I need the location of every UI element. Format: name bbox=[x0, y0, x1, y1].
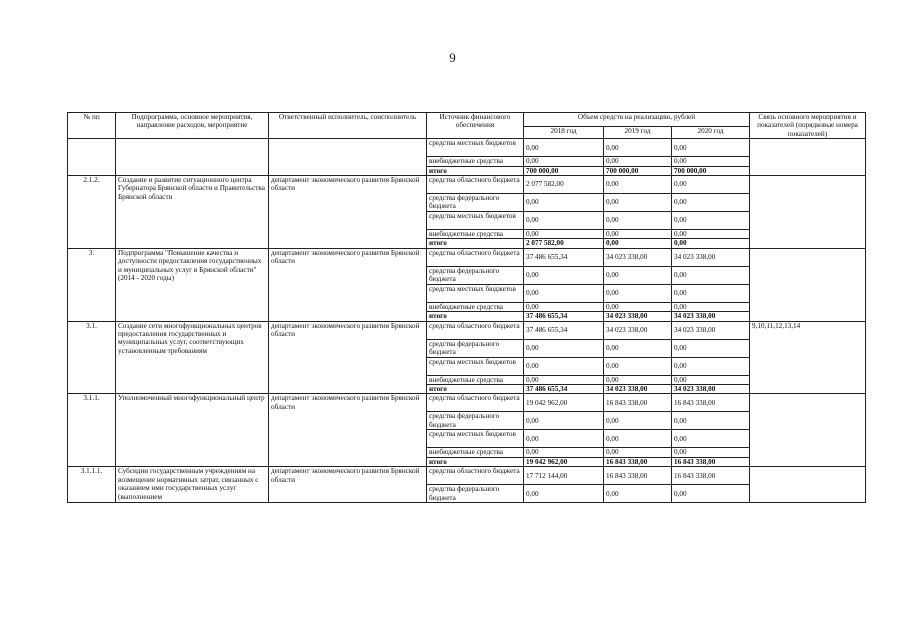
table-row bbox=[68, 139, 866, 157]
row-indicator-link bbox=[750, 394, 866, 467]
row-value-2018: 0,00 bbox=[524, 212, 604, 230]
row-value-2019: 0,00 bbox=[604, 139, 672, 157]
row-value-2020: 0,00 bbox=[672, 176, 750, 194]
row-value-2019: 0,00 bbox=[604, 302, 672, 311]
row-source: внебюджетные средства bbox=[427, 157, 524, 166]
header-volume: Объем средств на реализацию, рублей bbox=[524, 113, 750, 127]
row-source: внебюджетные средства bbox=[427, 230, 524, 239]
row-value-2020: 0,00 bbox=[672, 239, 750, 248]
row-value-2018: 700 000,00 bbox=[524, 166, 604, 175]
row-source: средства федерального бюджета bbox=[427, 412, 524, 430]
row-value-2020: 0,00 bbox=[672, 157, 750, 166]
row-value-2019: 0,00 bbox=[604, 412, 672, 430]
row-number: 3.1.1.1. bbox=[68, 467, 116, 503]
row-value-2018: 37 486 655,34 bbox=[524, 312, 604, 321]
row-value-2018: 0,00 bbox=[524, 448, 604, 457]
row-indicator-link bbox=[750, 139, 866, 176]
row-value-2018: 0,00 bbox=[524, 375, 604, 384]
row-value-2019: 34 023 338,00 bbox=[604, 248, 672, 266]
row-source: внебюджетные средства bbox=[427, 302, 524, 311]
row-source: средства областного бюджета bbox=[427, 321, 524, 339]
table-row bbox=[68, 321, 866, 339]
row-value-2020: 16 843 338,00 bbox=[672, 457, 750, 466]
row-source: внебюджетные средства bbox=[427, 448, 524, 457]
row-source: средства областного бюджета bbox=[427, 394, 524, 412]
row-value-2019: 700 000,00 bbox=[604, 166, 672, 175]
row-value-2020: 34 023 338,00 bbox=[672, 385, 750, 394]
row-name: Субсидии государственным учреждениям на возмещение нормативных затрат, связанных с оказанием ими государственных услуг (выполнением bbox=[116, 467, 269, 503]
row-value-2020: 0,00 bbox=[672, 194, 750, 212]
header-year-2020: 2020 год bbox=[672, 127, 750, 139]
table-row bbox=[68, 176, 866, 194]
row-value-2020: 0,00 bbox=[672, 375, 750, 384]
row-value-2018: 37 486 655,34 bbox=[524, 248, 604, 266]
row-value-2018: 0,00 bbox=[524, 302, 604, 311]
row-name: Создание и развитие ситуационного центра Губернатора Брянской области и Правительства Брянской области bbox=[116, 176, 269, 249]
row-value-2018: 0,00 bbox=[524, 284, 604, 302]
row-number: 2.1.2. bbox=[68, 176, 116, 249]
page-number: 9 bbox=[449, 50, 456, 65]
row-value-2019: 0,00 bbox=[604, 266, 672, 284]
row-value-2020: 0,00 bbox=[672, 339, 750, 357]
row-value-2019: 0,00 bbox=[604, 230, 672, 239]
row-value-2018: 2 077 582,00 bbox=[524, 239, 604, 248]
header-responsible: Ответственный исполнитель, соисполнитель bbox=[269, 113, 427, 139]
row-value-2018: 0,00 bbox=[524, 357, 604, 375]
row-source: средства федерального бюджета bbox=[427, 266, 524, 284]
row-source: итого bbox=[427, 312, 524, 321]
row-value-2019: 0,00 bbox=[604, 357, 672, 375]
row-source: итого bbox=[427, 166, 524, 175]
row-value-2018: 0,00 bbox=[524, 412, 604, 430]
row-source: средства федерального бюджета bbox=[427, 485, 524, 503]
row-value-2019: 0,00 bbox=[604, 339, 672, 357]
row-value-2020: 0,00 bbox=[672, 139, 750, 157]
row-number: 3. bbox=[68, 248, 116, 321]
row-value-2020: 34 023 338,00 bbox=[672, 312, 750, 321]
row-indicator-link bbox=[750, 176, 866, 249]
row-responsible bbox=[269, 139, 427, 176]
row-value-2020: 0,00 bbox=[672, 302, 750, 311]
row-name bbox=[116, 139, 269, 176]
row-number: 3.1.1. bbox=[68, 394, 116, 467]
row-value-2019: 0,00 bbox=[604, 212, 672, 230]
row-value-2019: 34 023 338,00 bbox=[604, 321, 672, 339]
row-value-2019: 0,00 bbox=[604, 448, 672, 457]
row-source: итого bbox=[427, 385, 524, 394]
row-value-2018: 2 077 582,00 bbox=[524, 176, 604, 194]
row-indicator-link bbox=[750, 248, 866, 321]
row-indicator-link bbox=[750, 467, 866, 503]
row-source: средства областного бюджета bbox=[427, 248, 524, 266]
row-responsible: департамент экономического развития Брянской области bbox=[269, 394, 427, 467]
row-value-2020: 0,00 bbox=[672, 212, 750, 230]
row-source: средства федерального бюджета bbox=[427, 194, 524, 212]
row-source: средства местных бюджетов bbox=[427, 284, 524, 302]
row-source: средства местных бюджетов bbox=[427, 357, 524, 375]
row-value-2018: 37 486 655,34 bbox=[524, 321, 604, 339]
header-name: Подпрограмма, основное мероприятия, направление расходов, мероприятие bbox=[116, 113, 269, 139]
row-value-2018: 0,00 bbox=[524, 485, 604, 503]
row-value-2020: 0,00 bbox=[672, 485, 750, 503]
header-year-2018: 2018 год bbox=[524, 127, 604, 139]
row-value-2019: 0,00 bbox=[604, 485, 672, 503]
row-value-2018: 19 042 962,00 bbox=[524, 457, 604, 466]
row-value-2020: 0,00 bbox=[672, 357, 750, 375]
row-value-2018: 0,00 bbox=[524, 339, 604, 357]
row-source: средства местных бюджетов bbox=[427, 139, 524, 157]
row-source: средства федерального бюджета bbox=[427, 339, 524, 357]
table-row bbox=[68, 394, 866, 412]
row-value-2020: 0,00 bbox=[672, 412, 750, 430]
row-responsible: департамент экономического развития Брянской области bbox=[269, 248, 427, 321]
row-source: итого bbox=[427, 457, 524, 466]
row-value-2019: 16 843 338,00 bbox=[604, 394, 672, 412]
row-value-2018: 0,00 bbox=[524, 230, 604, 239]
table-row bbox=[68, 248, 866, 266]
table-body bbox=[68, 139, 866, 503]
row-source: итого bbox=[427, 239, 524, 248]
row-value-2020: 0,00 bbox=[672, 266, 750, 284]
header-source: Источник финансового обеспечения bbox=[427, 113, 524, 139]
header-num: № пп bbox=[68, 113, 116, 139]
header-row bbox=[68, 113, 866, 127]
row-source: внебюджетные средства bbox=[427, 375, 524, 384]
row-value-2018: 0,00 bbox=[524, 139, 604, 157]
row-source: средства местных бюджетов bbox=[427, 212, 524, 230]
row-value-2019: 0,00 bbox=[604, 194, 672, 212]
row-number bbox=[68, 139, 116, 176]
row-value-2020: 0,00 bbox=[672, 430, 750, 448]
row-value-2019: 34 023 338,00 bbox=[604, 312, 672, 321]
row-source: средства областного бюджета bbox=[427, 176, 524, 194]
row-name: Подпрограмма "Повышение качества и доступности предоставления государственных и муниципальных услуг в Брянской области" (2014 - 2020 годы) bbox=[116, 248, 269, 321]
row-number: 3.1. bbox=[68, 321, 116, 394]
row-name: Создание сети многофункциональных центров предоставления государственных и муниципальных услуг, соответствующих установленным требованиям bbox=[116, 321, 269, 394]
row-value-2020: 34 023 338,00 bbox=[672, 248, 750, 266]
row-value-2019: 16 843 338,00 bbox=[604, 467, 672, 485]
row-value-2019: 34 023 338,00 bbox=[604, 385, 672, 394]
row-value-2020: 0,00 bbox=[672, 230, 750, 239]
row-value-2018: 37 486 655,34 bbox=[524, 385, 604, 394]
row-value-2019: 0,00 bbox=[604, 157, 672, 166]
header-link: Связь основного мероприятия и показателей (порядковые номера показателей) bbox=[750, 113, 866, 139]
row-indicator-link: 9,10,11,12,13,14 bbox=[750, 321, 866, 394]
row-value-2018: 0,00 bbox=[524, 157, 604, 166]
row-value-2019: 0,00 bbox=[604, 284, 672, 302]
row-value-2019: 0,00 bbox=[604, 430, 672, 448]
row-responsible: департамент экономического развития Брянской области bbox=[269, 321, 427, 394]
row-value-2020: 0,00 bbox=[672, 448, 750, 457]
row-value-2019: 0,00 bbox=[604, 239, 672, 248]
row-value-2020: 16 843 338,00 bbox=[672, 467, 750, 485]
row-value-2019: 16 843 338,00 bbox=[604, 457, 672, 466]
table-row bbox=[68, 467, 866, 485]
row-value-2018: 17 712 144,00 bbox=[524, 467, 604, 485]
row-source: средства областного бюджета bbox=[427, 467, 524, 485]
row-value-2020: 700 000,00 bbox=[672, 166, 750, 175]
row-value-2018: 0,00 bbox=[524, 194, 604, 212]
row-source: средства местных бюджетов bbox=[427, 430, 524, 448]
row-value-2018: 19 042 962,00 bbox=[524, 394, 604, 412]
financing-table bbox=[67, 112, 866, 503]
row-value-2018: 0,00 bbox=[524, 430, 604, 448]
row-name: Уполномоченный многофункциональный центр bbox=[116, 394, 269, 467]
row-responsible: департамент экономического развития Брянской области bbox=[269, 467, 427, 503]
row-value-2019: 0,00 bbox=[604, 375, 672, 384]
row-responsible: департамент экономического развития Брянской области bbox=[269, 176, 427, 249]
row-value-2020: 0,00 bbox=[672, 284, 750, 302]
row-value-2019: 0,00 bbox=[604, 176, 672, 194]
row-value-2020: 16 843 338,00 bbox=[672, 394, 750, 412]
row-value-2018: 0,00 bbox=[524, 266, 604, 284]
row-value-2020: 34 023 338,00 bbox=[672, 321, 750, 339]
header-year-2019: 2019 год bbox=[604, 127, 672, 139]
